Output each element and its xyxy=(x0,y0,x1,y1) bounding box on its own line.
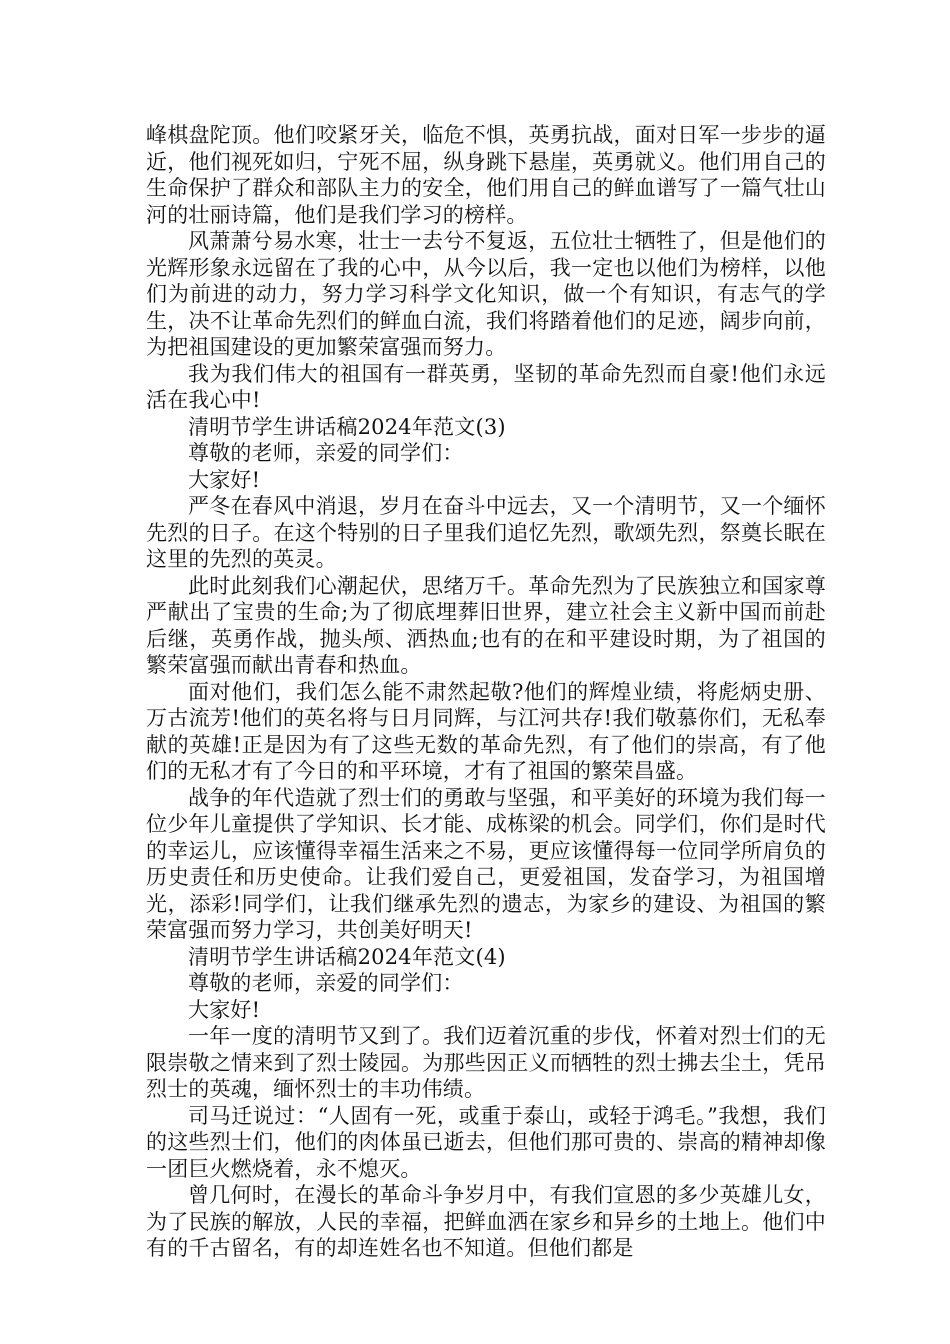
paragraph-16: 曾几何时，在漫长的革命斗争岁月中，有我们宣恩的多少英雄儿女，为了民族的解放，人民的幸福，把鲜血洒在家乡和异乡的土地上。他们中有的千古留名，有的却连姓名也不知道。但他们都是 xyxy=(146,1183,826,1260)
paragraph-1: 峰棋盘陀顶。他们咬紧牙关，临危不惧，英勇抗战，面对日军一步步的逼近，他们视死如归，宁死不屈，纵身跳下悬崖，英勇就义。他们用自己的生命保护了群众和部队主力的安全，他们用自己的鲜血谱写了一篇气壮山河的壮丽诗篇，他们是我们学习的榜样。 xyxy=(146,123,826,227)
paragraph-7: 严冬在春风中消退，岁月在奋斗中远去，又一个清明节，又一个缅怀先烈的日子。在这个特别的日子里我们追忆先烈，歌颂先烈，祭奠长眠在这里的先烈的英灵。 xyxy=(146,494,826,571)
document-page xyxy=(146,122,826,1262)
salutation-4: 尊敬的老师，亲爱的同学们： xyxy=(188,971,464,995)
paragraph-14: 一年一度的清明节又到了。我们迈着沉重的步伐，怀着对烈士们的无限崇敬之情来到了烈士陵园。为那些因正义而牺牲的烈士拂去尘土，凭吊烈士的英魂，缅怀烈士的丰功伟绩。 xyxy=(146,1024,826,1101)
paragraph-9: 面对他们，我们怎么能不肃然起敬?他们的辉煌业绩，将彪炳史册、万古流芳!他们的英名将与日月同辉，与江河共存!我们敬慕你们，无私奉献的英雄!正是因为有了这些无数的革命先烈，有了他们的崇高，有了他们的无私才有了今日的和平环境，才有了祖国的繁荣昌盛。 xyxy=(146,679,826,783)
paragraph-10: 战争的年代造就了烈士们的勇敢与坚强，和平美好的环境为我们每一位少年儿童提供了学知识、长才能、成栋梁的机会。同学们，你们是时代的幸运儿，应该懂得幸福生活来之不易，更应该懂得每一位同学所肩负的历史责任和历史使命。让我们爱自己，更爱祖国，发奋学习，为祖国增光，添彩!同学们，让我们继承先烈的遗志，为家乡的建设、为祖国的繁荣富强而努力学习，共创美好明天! xyxy=(146,785,826,942)
greeting-4: 大家好! xyxy=(188,997,261,1022)
paragraph-8: 此时此刻我们心潮起伏，思绪万千。革命先烈为了民族独立和国家尊严献出了宝贵的生命;为了彻底埋葬旧世界，建立社会主义新中国而前赴后继，英勇作战，抛头颅、洒热血;也有的在和平建设时期，为了祖国的繁荣富强而献出青春和热血。 xyxy=(146,573,826,677)
salutation-3: 尊敬的老师，亲爱的同学们： xyxy=(188,441,464,465)
greeting-3: 大家好! xyxy=(188,467,261,492)
section-heading-4: 清明节学生讲话稿2024年范文(4) xyxy=(188,944,506,969)
section-heading-3: 清明节学生讲话稿2024年范文(3) xyxy=(188,414,506,439)
paragraph-15: 司马迁说过：“人固有一死，或重于泰山，或轻于鸿毛。”我想，我们的这些烈士们，他们的肉体虽已逝去，但他们那可贵的、崇高的精神却像一团巨火燃烧着，永不熄灭。 xyxy=(146,1103,826,1181)
paragraph-2: 风萧萧兮易水寒，壮士一去兮不复返，五位壮士牺牲了，但是他们的光辉形象永远留在了我的心中，从今以后，我一定也以他们为榜样，以他们为前进的动力，努力学习科学文化知识，做一个有知识，有志气的学生，决不让革命先烈们的鲜血白流，我们将踏着他们的足迹，阔步向前，为把祖国建设的更加繁荣富强而努力。 xyxy=(146,229,826,359)
paragraph-3: 我为我们伟大的祖国有一群英勇，坚韧的革命先烈而自豪!他们永远活在我心中! xyxy=(146,361,826,412)
